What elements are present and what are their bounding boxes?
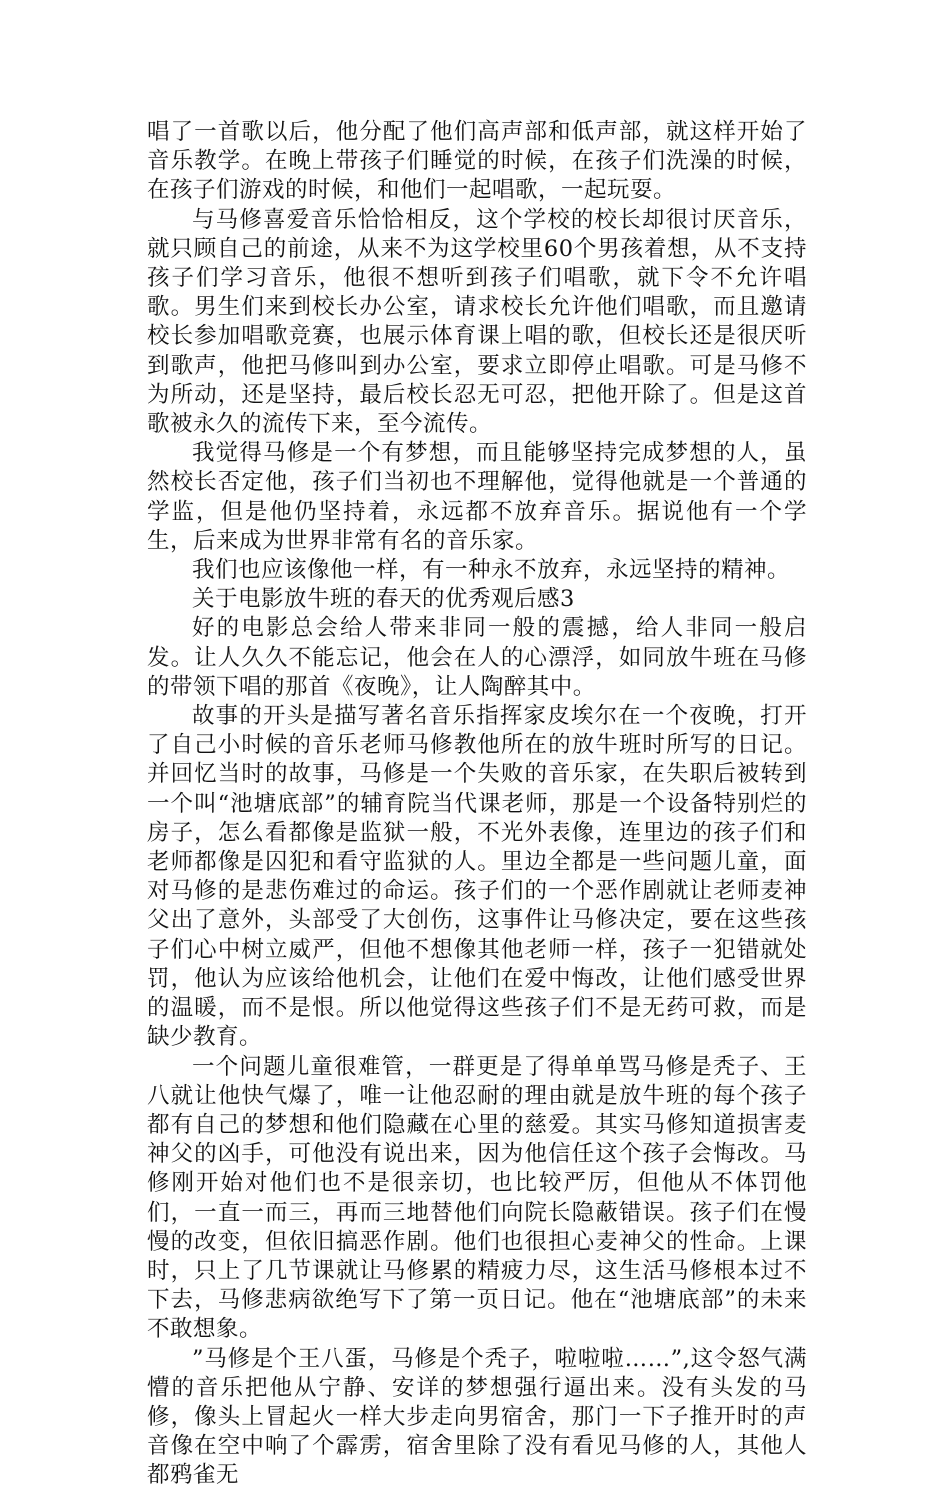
paragraph-6: 故事的开头是描写著名音乐指挥家皮埃尔在一个夜晚，打开了自己小时候的音乐老师马修教他所在的放牛班时所写的日记。并回忆当时的故事，马修是一个失败的音乐家，在失职后被转到一个叫“池塘底部”的辅育院当代课老师，那是一个设备特别烂的房子，怎么看都像是监狱一般，不光外表像，连里边的孩子们和老师都像是囚犯和看守监狱的人。里边全都是一些问题儿童，面对马修的是悲伤难过的命运。孩子们的一个恶作剧就让老师麦神父出了意外，头部受了大创伤，这事件让马修决定，要在这些孩子们心中树立威严，但他不想像其他老师一样，孩子一犯错就处罚，他认为应该给他机会，让他们在爱中悔改，让他们感受世界的温暖，而不是恨。所以他觉得这些孩子们不是无药可救，而是缺少教育。: [147, 703, 807, 1051]
paragraph-1: 唱了一首歌以后，他分配了他们高声部和低声部，就这样开始了音乐教学。在晚上带孩子们睡觉的时候，在孩子们洗澡的时候，在孩子们游戏的时候，和他们一起唱歌，一起玩耍。: [147, 119, 807, 204]
paragraph-2: 与马修喜爱音乐恰恰相反，这个学校的校长却很讨厌音乐，就只顾自己的前途，从来不为这学校里60个男孩着想，从不支持孩子们学习音乐，他很不想听到孩子们唱歌，就下令不允许唱歌。男生们来到校长办公室，请求校长允许他们唱歌，而且邀请校长参加唱歌竞赛，也展示体育课上唱的歌，但校长还是很厌听到歌声，他把马修叫到办公室，要求立即停止唱歌。可是马修不为所动，还是坚持，最后校长忍无可忍，把他开除了。但是这首歌被永久的流传下来，至今流传。: [147, 206, 807, 438]
paragraph-8: ”马修是个王八蛋，马修是个秃子，啦啦啦……”,这令怒气满懵的音乐把他从宁静、安详的梦想强行逼出来。没有头发的马修，像头上冒起火一样大步走向男宿舍，那门一下子推开时的声音像在空中响了个霹雳，宿舍里除了没有看见马修的人，其他人都鸦雀无: [147, 1345, 807, 1489]
paragraph-5: 好的电影总会给人带来非同一般的震撼，给人非同一般启发。让人久久不能忘记，他会在人的心漂浮，如同放牛班在马修的带领下唱的那首《夜晚》，让人陶醉其中。: [147, 615, 807, 700]
paragraph-3: 我觉得马修是一个有梦想，而且能够坚持完成梦想的人，虽然校长否定他，孩子们当初也不理解他，觉得他就是一个普通的学监，但是他仍坚持着，永远都不放弃音乐。据说他有一个学生，后来成为世界非常有名的音乐家。: [147, 440, 807, 554]
document-page: [147, 118, 807, 1491]
section-heading: 关于电影放牛班的春天的优秀观后感3: [192, 586, 575, 613]
paragraph-4: 我们也应该像他一样，有一种永不放弃，永远坚持的精神。: [192, 557, 791, 584]
paragraph-7: 一个问题儿童很难管，一群更是了得单单骂马修是秃子、王八就让他快气爆了，唯一让他忍耐的理由就是放牛班的每个孩子都有自己的梦想和他们隐藏在心里的慈爱。其实马修知道损害麦神父的凶手，可他没有说出来，因为他信任这个孩子会悔改。马修刚开始对他们也不是很亲切，也比较严厉，但他从不体罚他们，一直一而三，再而三地替他们向院长隐蔽错误。孩子们在慢慢的改变，但依旧搞恶作剧。他们也很担心麦神父的性命。上课时，只上了几节课就让马修累的精疲力尽，这生活马修根本过不下去，马修悲病欲绝写下了第一页日记。他在“池塘底部”的未来不敢想象。: [147, 1053, 807, 1343]
